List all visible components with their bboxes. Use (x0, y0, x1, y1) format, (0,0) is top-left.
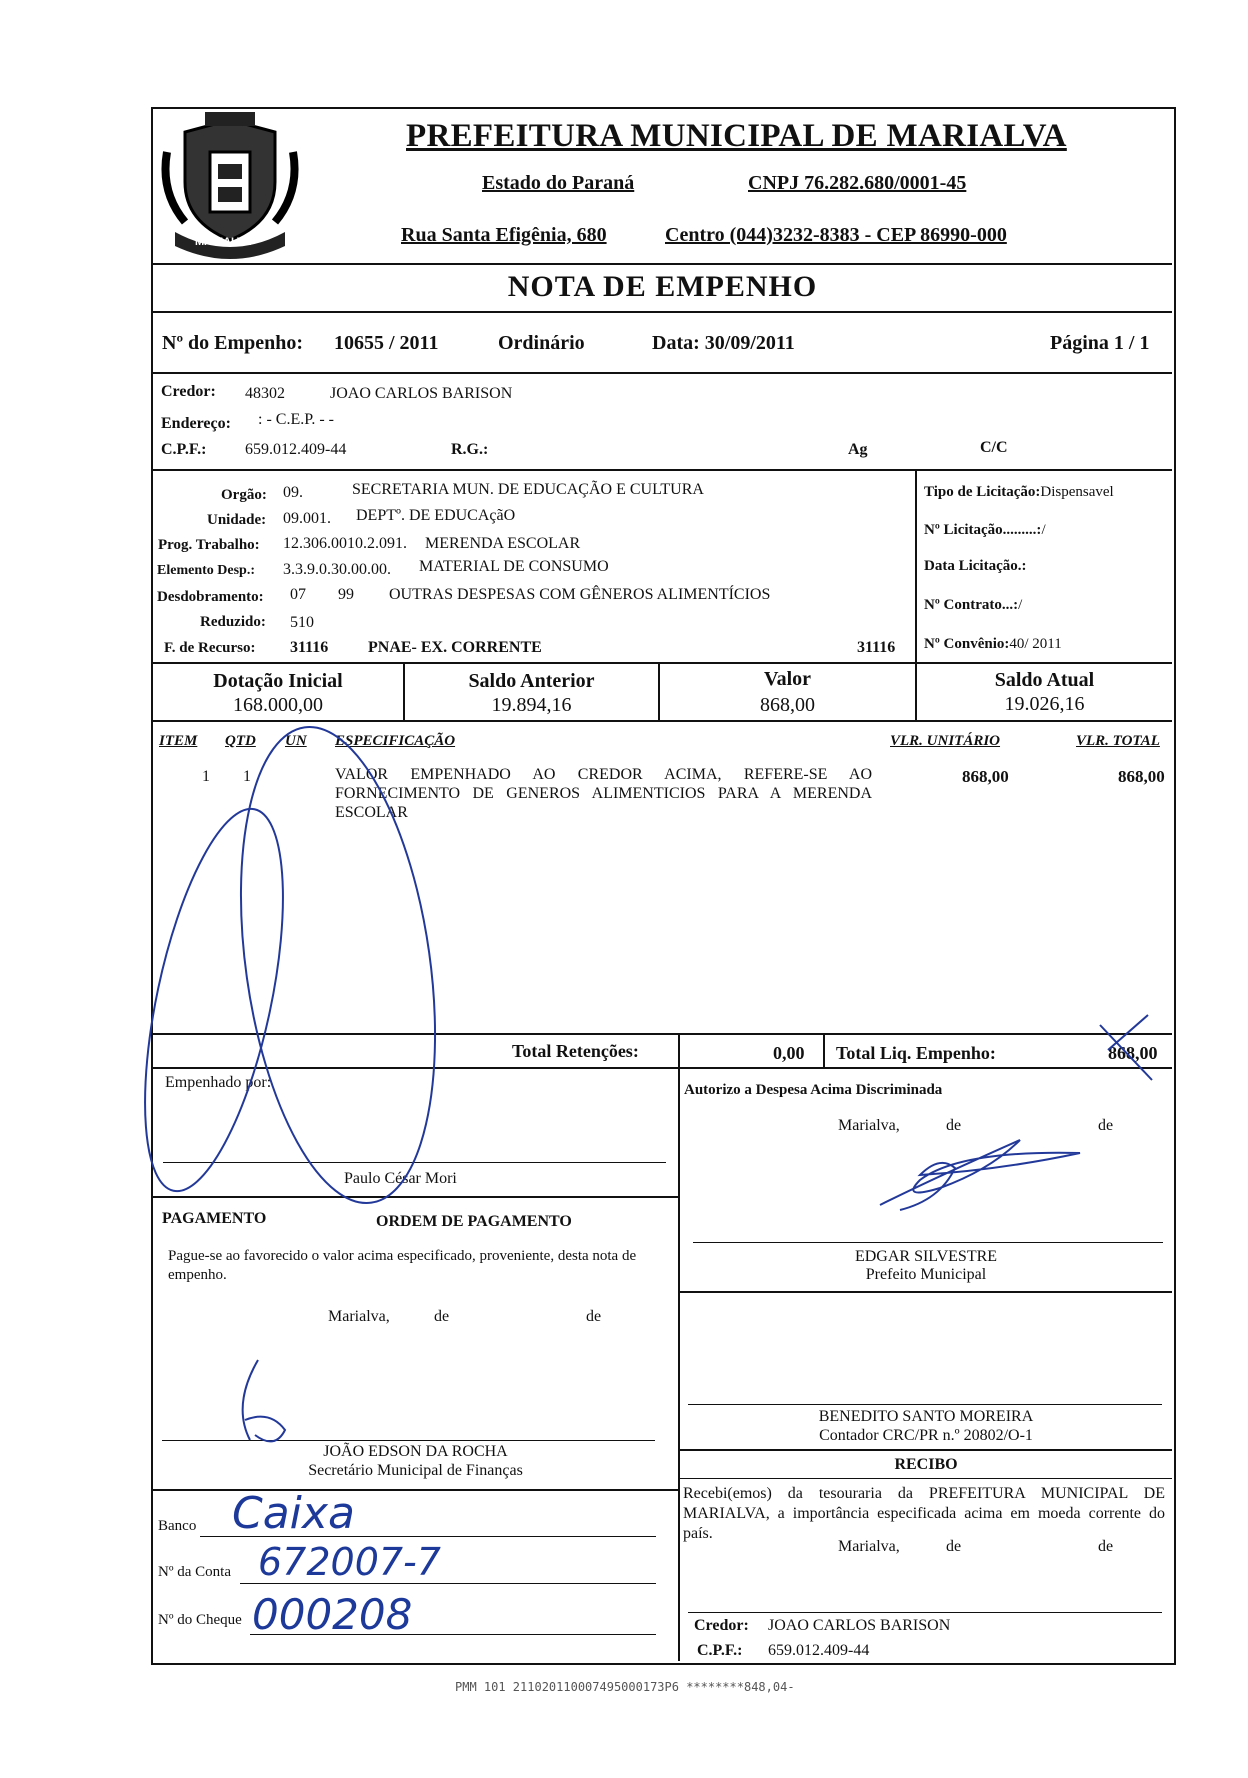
pagamento-text: Pague-se ao favorecido o valor acima especificado, proveniente, desta nota de empenho. (168, 1248, 637, 1283)
elemento-code: 3.3.9.0.30.00.00. (283, 561, 391, 578)
empenhado-name: Paulo César Mori (344, 1170, 457, 1187)
header-state: Estado do Paraná (482, 172, 635, 194)
elemento-name: MATERIAL DE CONSUMO (419, 558, 609, 575)
recibo-label: RECIBO (894, 1456, 958, 1473)
recurso-code: 31116 (290, 639, 329, 656)
orgao-label: Orgão: (221, 487, 267, 503)
unidade-code: 09.001. (283, 510, 331, 527)
col-header-espec: ESPECIFICAÇÃO (335, 733, 456, 749)
footer-code: PMM 101 211020110007495000173P6 ********848,04- (455, 1680, 795, 1694)
desdobramento-b: 99 (338, 586, 354, 603)
endereco-label: Endereço: (161, 415, 231, 432)
col-header-un: UN (285, 733, 307, 749)
cheque-label: Nº do Cheque (158, 1612, 242, 1628)
valor-label: Valor (763, 668, 812, 690)
liq-value: 868,00 (1108, 1043, 1158, 1063)
col-header-unit: VLR. UNITÁRIO (890, 733, 1001, 749)
financas-role: Secretário Municipal de Finanças (308, 1462, 523, 1479)
header-contact: Centro (044)3232-8383 - CEP 86990-000 (665, 224, 1007, 246)
contador-role: Contador CRC/PR n.º 20802/O-1 (819, 1427, 1033, 1444)
elemento-label: Elemento Desp.: (157, 563, 255, 578)
recurso-name: PNAE- EX. CORRENTE (368, 639, 542, 656)
conta-label: Nº da Conta (158, 1564, 231, 1580)
num-licitacao-value: / (1041, 522, 1046, 538)
contrato-value: / (1018, 597, 1023, 613)
retencoes-label: Total Retenções: (512, 1041, 639, 1061)
credor-name: JOAO CARLOS BARISON (330, 385, 513, 402)
liq-label: Total Liq. Empenho: (836, 1043, 996, 1063)
pagamento-label: PAGAMENTO (162, 1210, 267, 1227)
doc-title: NOTA DE EMPENHO (507, 270, 818, 303)
page-number: Página 1 / 1 (1050, 332, 1150, 354)
rg-label: R.G.: (451, 441, 489, 458)
recurso-label: F. de Recurso: (164, 640, 256, 656)
financas-name: JOÃO EDSON DA ROCHA (323, 1443, 508, 1460)
recibo-de-1: de (946, 1538, 962, 1555)
header-title: PREFEITURA MUNICIPAL DE MARIALVA (406, 118, 1067, 154)
header-cnpj: CNPJ 76.282.680/0001-45 (748, 172, 967, 194)
convenio (924, 636, 1062, 653)
recibo-credor-name: JOAO CARLOS BARISON (768, 1617, 951, 1634)
dotacao-value: 168.000,00 (233, 694, 323, 716)
recibo-credor-label: Credor: (694, 1617, 749, 1634)
item-espec: VALOR EMPENHADO AO CREDOR ACIMA, REFERE-SE AO FORNECIMENTO DE GENEROS ALIMENTICIOS PARA A MERENDA ESCOLAR (335, 766, 872, 821)
recibo-text: Recebi(emos) da tesouraria da PREFEITURA MUNICIPAL DE MARIALVA, a importância especificada acima em moeda corrente do país. (683, 1485, 1165, 1542)
col-header-total: VLR. TOTAL (1076, 733, 1160, 749)
item-total: 868,00 (1118, 767, 1165, 786)
item-unit: 868,00 (962, 767, 1009, 786)
endereco-value: : - C.E.P. - - (258, 411, 334, 428)
orgao-name: SECRETARIA MUN. DE EDUCAÇÃO E CULTURA (352, 481, 704, 498)
saldo-atual-value: 19.026,16 (1004, 693, 1085, 715)
banco-label: Banco (158, 1518, 197, 1534)
pagamento-de-2: de (586, 1308, 602, 1325)
cc-label: C/C (980, 439, 1008, 456)
empenho-number: 10655 / 2011 (334, 332, 439, 354)
municipal-crest (155, 112, 305, 262)
saldo-anterior-value: 19.894,16 (491, 694, 572, 716)
prefeito-name: EDGAR SILVESTRE (854, 1248, 998, 1265)
desdobramento-a: 07 (290, 586, 306, 603)
tipo-licitacao-label: Tipo de Licitação: (924, 484, 1041, 500)
desdobramento-name: OUTRAS DESPESAS COM GÊNEROS ALIMENTÍCIOS (389, 586, 771, 603)
recibo-cpf-label: C.P.F.: (697, 1642, 743, 1659)
ordem-pagamento-label: ORDEM DE PAGAMENTO (376, 1213, 572, 1230)
cpf-value: 659.012.409-44 (245, 441, 347, 458)
contador-name: BENEDITO SANTO MOREIRA (818, 1408, 1034, 1425)
autorizo-de-1: de (946, 1117, 962, 1134)
empenho-date: Data: 30/09/2011 (652, 332, 795, 354)
tipo-licitacao (924, 484, 1114, 501)
dotacao-label: Dotação Inicial (213, 670, 343, 692)
banco-value: Caixa (232, 1488, 355, 1539)
credor-code: 48302 (245, 385, 285, 402)
cpf-label: C.P.F.: (161, 441, 207, 458)
retencoes-value: 0,00 (773, 1043, 805, 1063)
saldo-anterior-label: Saldo Anterior (468, 670, 595, 692)
empenhado-label: Empenhado por: (165, 1074, 272, 1091)
conta-value: 672007-7 (258, 1540, 441, 1584)
item-number: 1 (202, 768, 210, 785)
crest-text: MARIALVA (195, 236, 252, 248)
autorizo-de-2: de (1098, 1117, 1114, 1134)
num-licitacao-label: Nº Licitação.........: (924, 522, 1042, 538)
unidade-label: Unidade: (207, 512, 267, 528)
pagamento-city: Marialva, (328, 1308, 390, 1325)
reduzido-value: 510 (290, 614, 314, 631)
data-licitacao-label: Data Licitação.: (924, 558, 1027, 574)
orgao-code: 09. (283, 484, 303, 501)
empenho-type: Ordinário (498, 332, 585, 354)
header-address: Rua Santa Efigênia, 680 (401, 224, 607, 246)
ag-label: Ag (848, 441, 868, 458)
contrato-label: Nº Contrato...: (924, 597, 1019, 613)
num-licitacao (924, 522, 1046, 539)
recibo-cpf-value: 659.012.409-44 (768, 1642, 870, 1659)
saldo-atual-label: Saldo Atual (994, 669, 1095, 691)
autorizo-label: Autorizo a Despesa Acima Discriminada (684, 1082, 943, 1098)
unidade-name: DEPTº. DE EDUCAçãO (356, 507, 516, 524)
cheque-value: 000208 (252, 1590, 413, 1639)
prefeito-role: Prefeito Municipal (865, 1266, 987, 1283)
recurso-code-2: 31116 (857, 639, 896, 656)
desdobramento-label: Desdobramento: (157, 589, 264, 605)
col-header-qtd: QTD (225, 733, 256, 749)
autorizo-city: Marialva, (838, 1117, 900, 1134)
prog-label: Prog. Trabalho: (158, 537, 260, 553)
contrato (924, 597, 1022, 614)
recibo-city: Marialva, (838, 1538, 900, 1555)
col-header-item: ITEM (159, 733, 198, 749)
convenio-value: 40/ 2011 (1009, 636, 1062, 652)
valor-value: 868,00 (760, 694, 815, 716)
convenio-label: Nº Convênio: (924, 636, 1010, 652)
item-qtd: 1 (243, 768, 251, 785)
pagamento-de-1: de (434, 1308, 450, 1325)
prog-code: 12.306.0010.2.091. (283, 535, 407, 552)
tipo-licitacao-value: Dispensavel (1040, 484, 1114, 500)
empenho-number-label: Nº do Empenho: (162, 332, 304, 354)
prog-name: MERENDA ESCOLAR (425, 535, 581, 552)
reduzido-label: Reduzido: (200, 614, 266, 630)
recibo-de-2: de (1098, 1538, 1114, 1555)
credor-label: Credor: (161, 383, 216, 400)
